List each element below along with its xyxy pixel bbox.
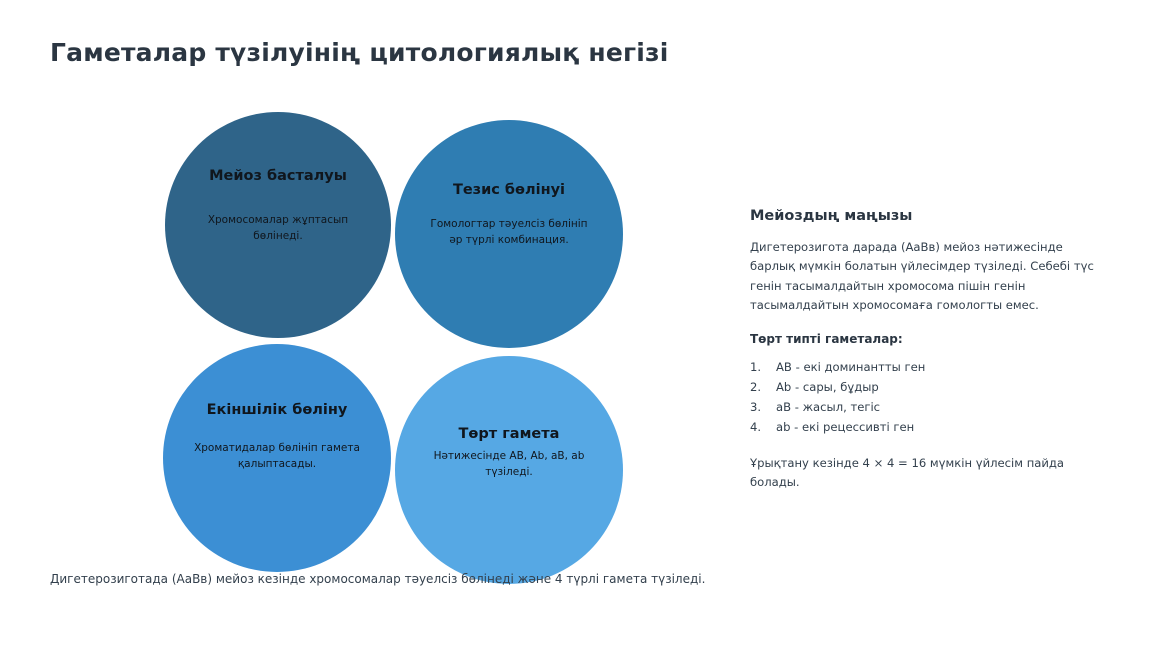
stage-circle-thesis-division: [395, 120, 623, 348]
side-panel: [750, 208, 1110, 493]
stage-title: Мейоз басталуы: [209, 168, 347, 184]
list-item-number: 4.: [750, 419, 762, 434]
stage-description: Хроматидалар бөлініп гамета қалыптасады.: [194, 442, 360, 470]
list-item: [750, 418, 1110, 438]
list-item-number: 3.: [750, 399, 762, 414]
stage-circle-second-division: [163, 344, 391, 572]
stage-title: Екіншілік бөліну: [206, 402, 348, 418]
stage-circle-four-gametes: [395, 356, 623, 584]
panel-subheading: Төрт типті гаметалар:: [750, 331, 903, 346]
stage-description: Нәтижесінде AB, Ab, aB, ab түзіледі.: [433, 450, 585, 478]
list-item-number: 1.: [750, 359, 762, 374]
stage-title: Тезис бөлінуі: [452, 182, 566, 198]
panel-paragraph: Дигетерозигота дарада (АаВв) мейоз нәтижесінде барлық мүмкін болатын үйлесімдер түзіледі. Себебі түс генін тасымалдайтын хромосома пішін генін тасымалдайтын хромосомаға гомологты емес.: [750, 240, 1094, 313]
list-item-label: AB - екі доминантты ген: [776, 359, 926, 374]
list-item: [750, 358, 1110, 378]
stage-circle-meiosis-start: [165, 112, 391, 338]
list-item-label: Ab - сары, бұдыр: [776, 379, 879, 394]
panel-closing-text: Ұрықтану кезінде 4 × 4 = 16 мүмкін үйлесім пайда болады.: [750, 455, 1065, 490]
meiosis-stage-diagram: [155, 108, 635, 578]
stage-description: Гомологтар тәуелсіз бөлініп әр түрлі комбинация.: [430, 218, 588, 246]
stage-title: Төрт гамета: [458, 426, 560, 442]
page-title: Гаметалар түзілуінің цитологиялық негізі: [50, 38, 669, 67]
gamete-type-list: [750, 358, 1110, 438]
list-item: [750, 398, 1110, 418]
list-item-label: aB - жасыл, тегіс: [776, 399, 881, 414]
list-item-label: ab - екі рецессивті ген: [776, 419, 915, 434]
stage-description: Хромосомалар жұптасып бөлінеді.: [207, 214, 349, 242]
list-item: [750, 378, 1110, 398]
diagram-caption: Дигетерозиготада (АаВв) мейоз кезінде хромосомалар тәуелсіз бөлінеді және 4 түрлі гамета түзіледі.: [50, 572, 706, 586]
panel-heading: Мейоздың маңызы: [750, 208, 913, 224]
list-item-number: 2.: [750, 379, 762, 394]
